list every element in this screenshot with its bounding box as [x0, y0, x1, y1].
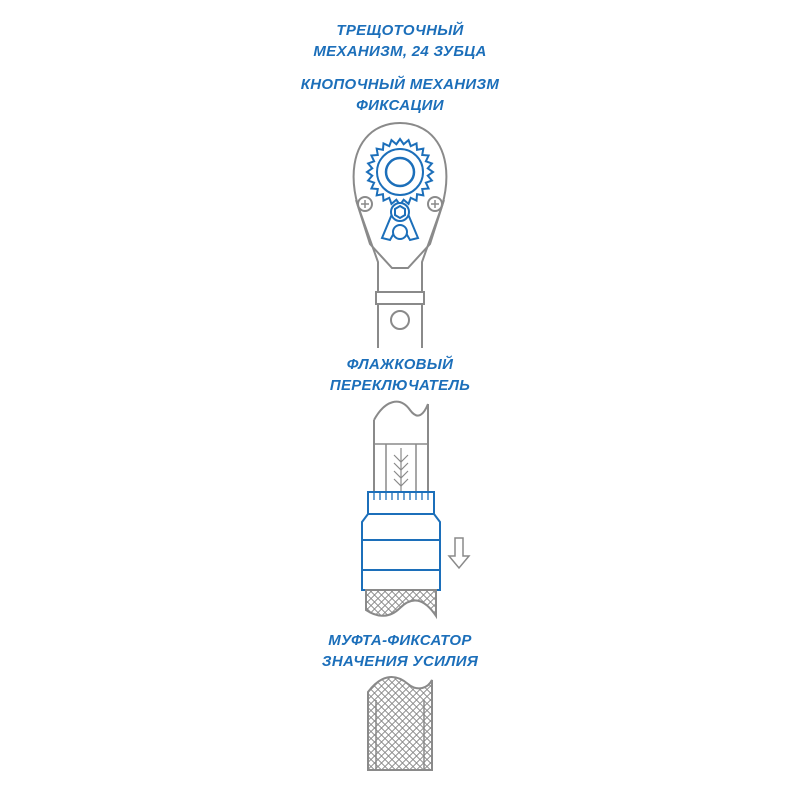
lock-sleeve — [362, 492, 440, 590]
label-line: ЗНАЧЕНИЯ УСИЛИЯ — [321, 653, 479, 670]
label-line: ПЕРЕКЛЮЧАТЕЛЬ — [329, 377, 471, 394]
label-line: ТРЕЩОТОЧНЫЙ — [336, 22, 464, 39]
label-line: ФИКСАЦИИ — [356, 97, 444, 114]
label-lock-sleeve — [0, 630, 800, 672]
knurled-grip-upper — [366, 590, 436, 616]
ratchet-gear — [367, 139, 433, 205]
button-lock — [391, 203, 409, 221]
down-arrow-icon — [449, 538, 469, 568]
label-line: МУФТА-ФИКСАТОР — [328, 632, 472, 649]
head-neck — [376, 292, 424, 348]
label-line: КНОПОЧНЫЙ МЕХАНИЗМ — [300, 76, 500, 93]
torque-scale — [394, 448, 408, 492]
label-flag-switch — [0, 354, 800, 396]
label-line: МЕХАНИЗМ, 24 ЗУБЦА — [313, 43, 487, 60]
knurled-grip-lower — [368, 677, 432, 770]
label-button-lock — [0, 74, 800, 116]
label-line: ФЛАЖКОВЫЙ — [346, 356, 454, 373]
label-ratchet-mechanism — [0, 20, 800, 62]
